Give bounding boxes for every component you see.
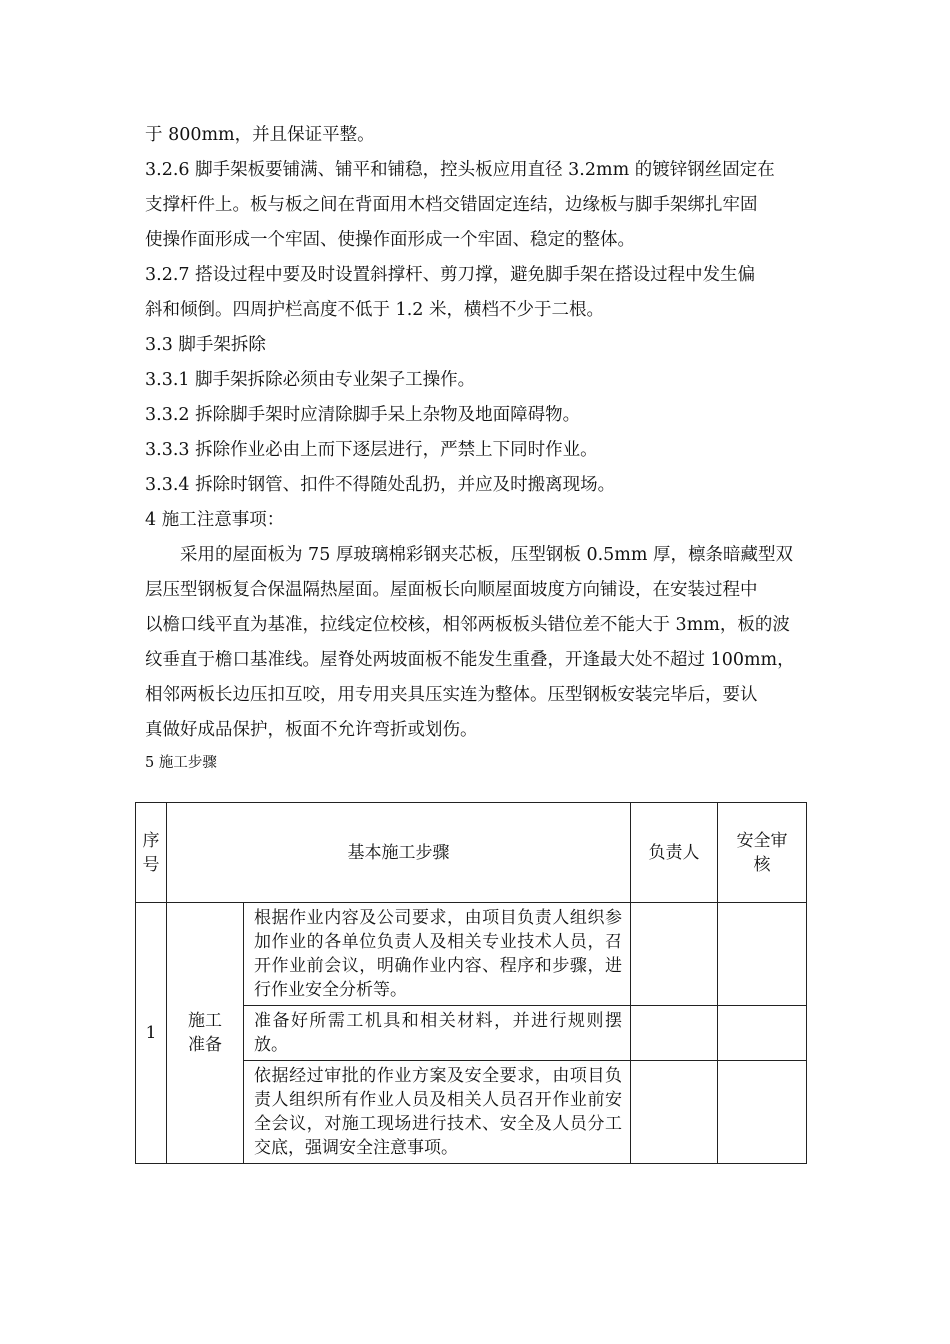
review-cell <box>718 1006 807 1061</box>
header-owner: 负责人 <box>631 803 718 903</box>
header-steps: 基本施工步骤 <box>167 803 631 903</box>
notes-line: 相邻两板长边压扣互咬，用专用夹具压实连为整体。压型钢板安装完毕后，要认 <box>145 685 758 705</box>
row-seq: 1 <box>136 903 167 1164</box>
step-cell: 准备好所需工机具和相关材料，并进行规则摆放。 <box>244 1006 631 1061</box>
paragraph: 3.2.7 搭设过程中要及时设置斜撑杆、剪刀撑，避免脚手架在搭设过程中发生偏 <box>145 265 756 285</box>
section-heading: 3.3 脚手架拆除 <box>145 335 266 355</box>
notes-line: 采用的屋面板为 75 厚玻璃棉彩钢夹芯板，压型钢板 0.5mm 厚，檩条暗藏型双 <box>180 545 794 565</box>
owner-cell <box>631 903 718 1006</box>
review-cell <box>718 903 807 1006</box>
table-header-row <box>136 803 807 903</box>
paragraph: 3.2.6 脚手架板要铺满、铺平和铺稳，控头板应用直径 3.2mm 的镀锌钢丝固定在 <box>145 160 775 180</box>
paragraph: 3.3.4 拆除时钢管、扣件不得随处乱扔，并应及时搬离现场。 <box>145 475 616 495</box>
owner-cell <box>631 1006 718 1061</box>
section-heading: 4 施工注意事项： <box>145 510 285 530</box>
notes-line: 真做好成品保护，板面不允许弯折或划伤。 <box>145 720 478 740</box>
paragraph: 3.3.2 拆除脚手架时应清除脚手呆上杂物及地面障碍物。 <box>145 405 581 425</box>
paragraph: 支撑杆件上。板与板之间在背面用木档交错固定连结，边缘板与脚手架绑扎牢固 <box>145 195 758 215</box>
table-row <box>136 903 807 1006</box>
header-seq: 序号 <box>136 803 167 903</box>
paragraph: 于 800mm，并且保证平整。 <box>145 125 375 145</box>
notes-line: 以檐口线平直为基准，拉线定位校核，相邻两板板头错位差不能大于 3mm，板的波 <box>145 615 790 635</box>
step-cell: 依据经过审批的作业方案及安全要求，由项目负责人组织所有作业人员及相关人员召开作业前安全会议，对施工现场进行技术、安全及人员分工交底，强调安全注意事项。 <box>244 1061 631 1164</box>
row-phase: 施工准备 <box>167 903 244 1164</box>
section-heading: 5 施工步骤 <box>145 755 217 771</box>
document-body <box>145 118 810 778</box>
notes-line: 层压型钢板复合保温隔热屋面。屋面板长向顺屋面坡度方向铺设，在安装过程中 <box>145 580 758 600</box>
paragraph: 3.3.3 拆除作业必由上而下逐层进行，严禁上下同时作业。 <box>145 440 598 460</box>
notes-line: 纹垂直于檐口基准线。屋脊处两坡面板不能发生重叠，开逢最大处不超过 100mm， <box>145 650 795 670</box>
construction-steps-table <box>135 802 807 1164</box>
paragraph: 斜和倾倒。四周护栏高度不低于 1.2 米，横档不少于二根。 <box>145 300 604 320</box>
review-cell <box>718 1061 807 1164</box>
paragraph: 使操作面形成一个牢固、使操作面形成一个牢固、稳定的整体。 <box>145 230 635 250</box>
header-review: 安全审核 <box>718 803 807 903</box>
step-cell: 根据作业内容及公司要求，由项目负责人组织参加作业的各单位负责人及相关专业技术人员，召开作业前会议，明确作业内容、程序和步骤，进行作业安全分析等。 <box>244 903 631 1006</box>
paragraph: 3.3.1 脚手架拆除必须由专业架子工操作。 <box>145 370 476 390</box>
owner-cell <box>631 1061 718 1164</box>
